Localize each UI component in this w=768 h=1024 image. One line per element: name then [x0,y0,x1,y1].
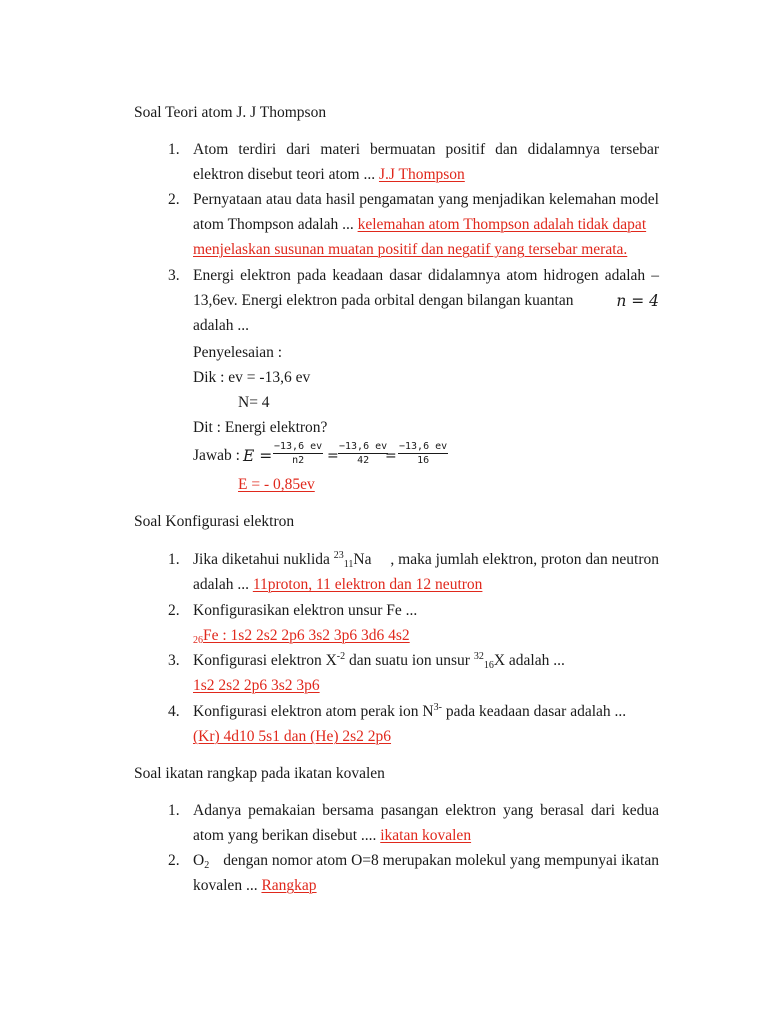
question-text [193,852,659,870]
fraction [338,440,388,468]
question-number: 2. [168,852,180,869]
question-number: 3. [168,652,180,669]
answer-text: 11proton, 11 elektron dan 12 neutron [252,576,483,593]
question-text-fragment: 13,6ev. Energi elektron pada orbital dengan bilangan kuantan [193,292,574,309]
element-symbol: Na [353,551,372,568]
asked-value: Dit : Energi elektron? [193,419,328,436]
fraction-denominator: 42 [357,455,370,466]
question-text-fragment: atom yang berikan disebut .... [193,827,377,844]
answer-text: menjelaskan susunan muatan positif dan negatif yang tersebar merata. [193,241,628,258]
question-text-fragment: adalah ... [193,576,249,593]
question-number: 3. [168,267,180,284]
equals-sign: = [385,448,397,464]
question-text-fragment: kovalen ... [193,877,258,894]
answer-label: Jawab : [193,447,240,464]
question-text-fragment: dengan nomor atom O=8 merupakan molekul yang mempunyai ikatan [223,852,659,869]
math-variable: E = [243,447,273,465]
question-text: Atom terdiri dari materi bermuatan positif dan didalamnya tersebar [193,141,659,158]
question-number: 1. [168,802,180,819]
known-values: Dik : ev = -13,6 ev [193,369,311,386]
atomic-number: 26 [193,635,203,646]
answer-text: J.J Thompson [378,166,465,183]
question-text: Energi elektron pada keadaan dasar didalamnya atom hidrogen adalah – [193,267,659,284]
question-number: 2. [168,602,180,619]
question-text [193,216,646,234]
question-text-fragment: dan suatu ion unsur [349,652,470,669]
answer-text: ikatan kovalen [380,827,472,844]
answer-configuration: (Kr) 4d10 5s1 dan (He) 2s2 2p6 [193,728,392,745]
question-text-fragment: Jika diketahui nuklida [193,551,330,568]
equals-sign: = [327,448,339,464]
fraction-numerator: −13,6 ev [399,441,448,452]
chemical-formula: O [193,852,205,869]
energy-equation [193,440,493,472]
question-text-fragment: atom Thompson adalah ... [193,216,354,233]
section-title-thompson: Soal Teori atom J. J Thompson [134,104,327,121]
answer-text: Rangkap [261,877,317,894]
fraction-denominator: n2 [292,455,305,466]
ion-charge: 3- [433,702,442,713]
question-text-fragment: X adalah ... [493,652,565,669]
configuration-text: Fe : 1s2 2s2 2p6 3s2 3p6 3d6 4s2 [203,627,410,644]
question-text-fragment: Konfigurasi elektron atom perak ion N [193,703,434,720]
question-text: Pernyataan atau data hasil pengamatan yang menjadikan kelemahan model [193,191,659,208]
question-text [193,292,659,310]
fraction-denominator: 16 [417,455,430,466]
answer-text: kelemahan atom Thompson adalah tidak dapat [357,216,647,233]
question-text [193,652,565,670]
question-text-fragment: elektron disebut teori atom ... [193,166,376,183]
atomic-number: 11 [343,559,354,570]
question-text-fragment: , maka jumlah elektron, proton dan neutron [390,551,659,568]
known-values: N= 4 [238,394,270,411]
question-text-fragment: pada keadaan dasar adalah ... [445,703,627,720]
question-text [193,551,659,569]
question-text [193,877,317,895]
section-title-konfigurasi: Soal Konfigurasi elektron [134,513,295,530]
atomic-number: 16 [483,660,494,671]
question-text: Adanya pemakaian bersama pasangan elektron yang berasal dari kedua [193,802,659,819]
question-text [193,166,465,184]
question-text-fragment: Konfigurasi elektron X [193,652,337,669]
solution-label: Penyelesaian : [193,344,283,361]
ion-charge: -2 [336,651,346,662]
answer-configuration: 1s2 2s2 2p6 3s2 3p6 [193,677,320,694]
math-expression: n = 4 [616,292,659,310]
answer-text: E = - 0,85ev [238,476,315,493]
question-number: 4. [168,703,180,720]
question-text: adalah ... [193,317,249,334]
question-text [193,827,471,845]
question-text [193,703,626,721]
mass-number: 23 [333,550,344,561]
question-number: 1. [168,141,180,158]
question-number: 1. [168,551,180,568]
formula-subscript: 2 [204,860,210,871]
fraction-numerator: −13,6 ev [274,441,323,452]
fraction-numerator: −13,6 ev [339,441,388,452]
question-text [193,576,482,594]
section-title-ikatan: Soal ikatan rangkap pada ikatan kovalen [134,765,385,782]
answer-configuration [193,627,410,645]
fraction [273,440,323,468]
question-number: 2. [168,191,180,208]
mass-number: 32 [473,651,484,662]
question-text: Konfigurasikan elektron unsur Fe ... [193,602,418,619]
fraction [398,440,448,468]
